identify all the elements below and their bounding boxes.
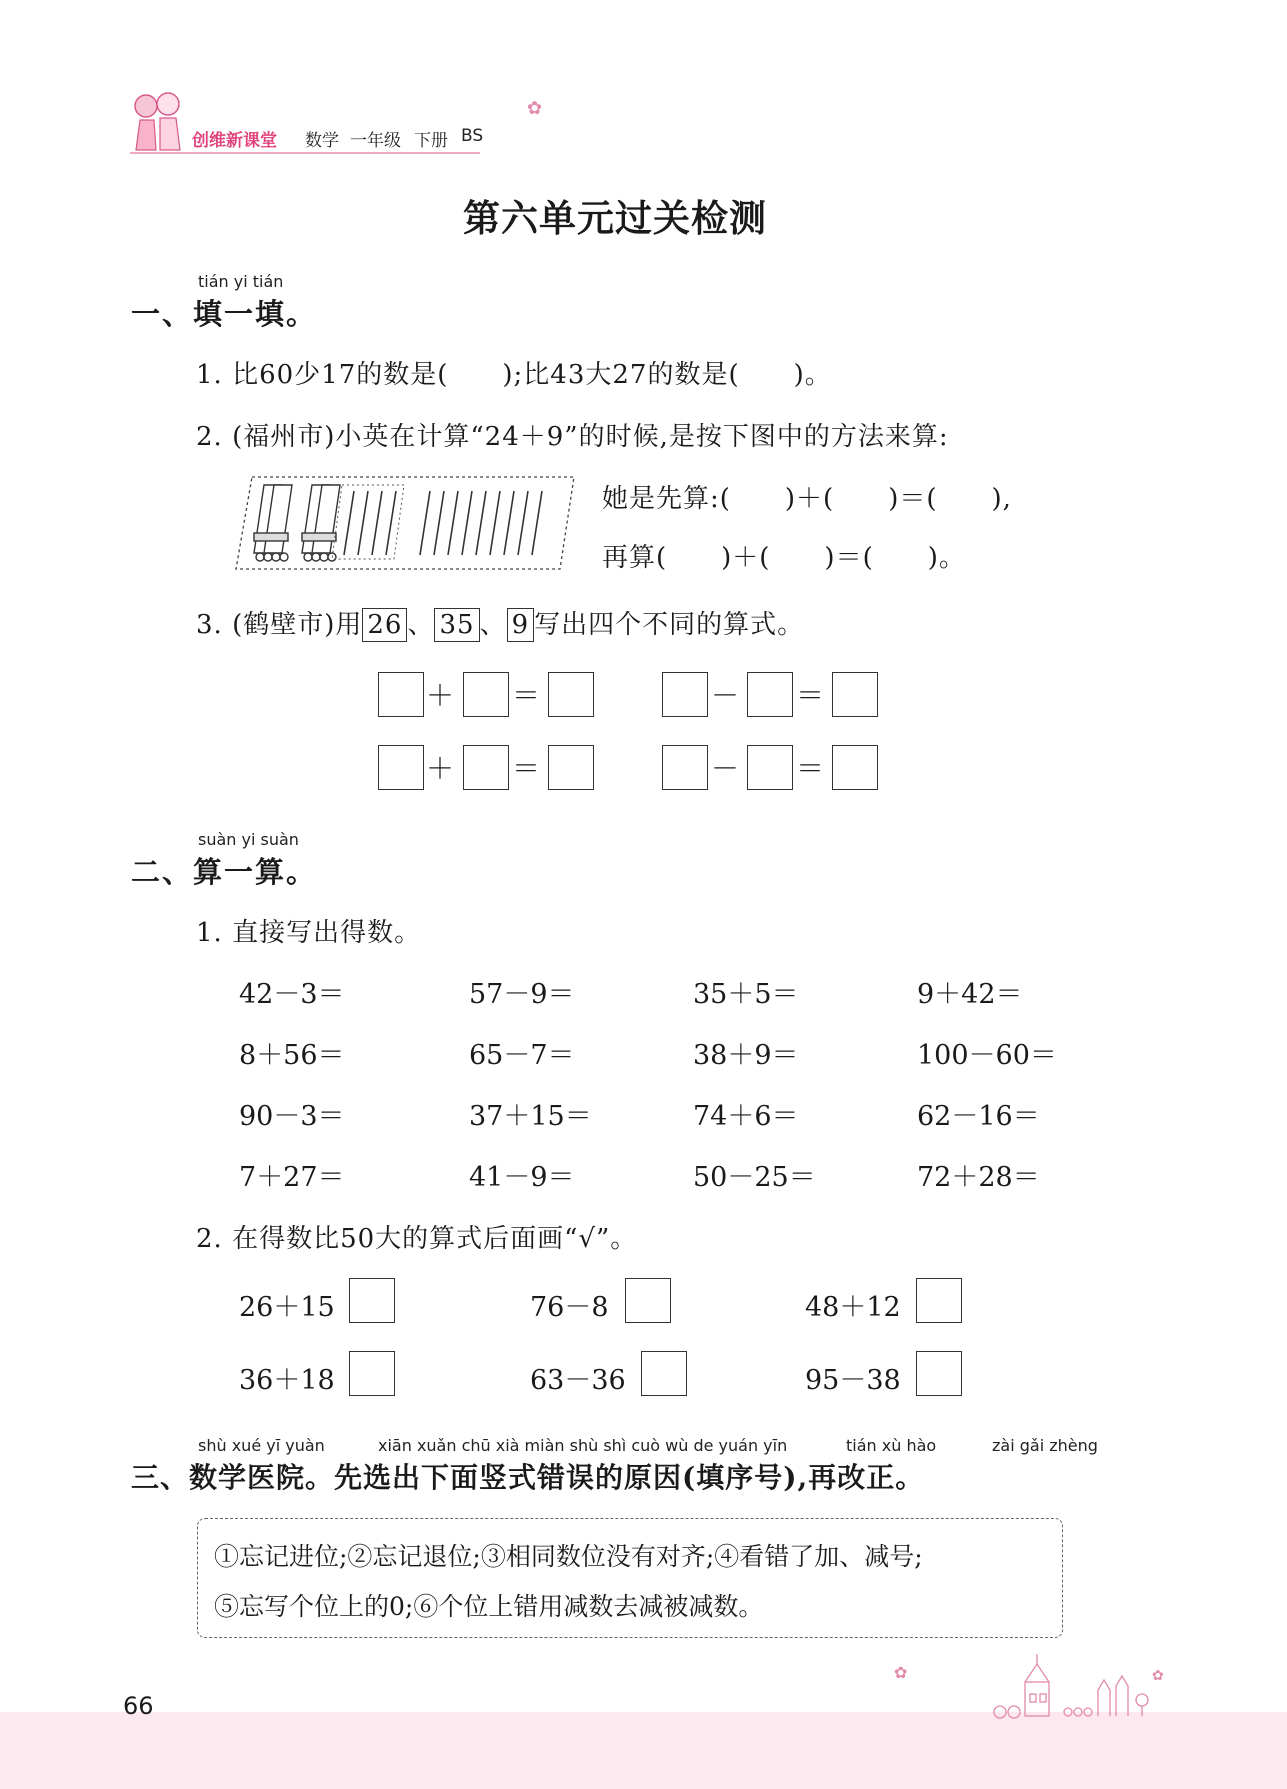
answer-box[interactable] — [463, 745, 509, 790]
calc-item: 74＋6＝ — [693, 1101, 799, 1132]
calc-item: 35＋5＝ — [693, 979, 799, 1010]
section2-pinyin: suàn yi suàn — [198, 830, 299, 849]
flower-icon: ✿ — [527, 98, 543, 119]
header-grade: 一年级 — [350, 131, 401, 151]
equals-sign: ＝ — [796, 752, 825, 785]
header-edition: BS — [461, 126, 484, 146]
calc-item: 38＋9＝ — [693, 1040, 799, 1071]
section1-pinyin: tián yi tián — [198, 272, 284, 291]
s1-question-2-line1: 她是先算:( )＋( )＝( ), — [602, 484, 1012, 514]
separator: 、 — [479, 610, 507, 640]
check-expression: 63－36 — [530, 1365, 626, 1396]
s1-question-2-intro: 2. (福州市)小英在计算“24＋9”的时候,是按下图中的方法来算: — [196, 422, 949, 452]
calc-item: 37＋15＝ — [469, 1101, 592, 1132]
check-expression: 95－38 — [805, 1365, 901, 1396]
header-illustration — [126, 88, 188, 154]
header-divider — [130, 152, 480, 154]
answer-box[interactable] — [548, 745, 594, 790]
calc-item: 72＋28＝ — [917, 1162, 1040, 1193]
equals-sign: ＝ — [796, 679, 825, 712]
section3-pinyin: shù xué yī yuàn — [198, 1436, 325, 1455]
calc-item: 50－25＝ — [693, 1162, 816, 1193]
header-subject: 数学 — [305, 131, 339, 151]
section2-title: 二、算一算。 — [131, 855, 318, 889]
calc-item: 65－7＝ — [469, 1040, 575, 1071]
page-title: 第六单元过关检测 — [463, 196, 767, 240]
check-box[interactable] — [641, 1351, 687, 1396]
section3-pinyin: xiān xuǎn chū xià miàn shù shì cuò wù de yuán yīn — [378, 1436, 788, 1455]
calc-item: 7＋27＝ — [239, 1162, 345, 1193]
section3-pinyin: zài gǎi zhèng — [992, 1436, 1098, 1455]
header-volume: 下册 — [414, 131, 448, 151]
s1-question-3 — [196, 604, 804, 642]
castle-decoration-icon — [880, 1650, 1170, 1720]
answer-box[interactable] — [378, 745, 424, 790]
s1-question-3-suffix: 写出四个不同的算式。 — [534, 610, 805, 640]
check-box[interactable] — [349, 1351, 395, 1396]
check-expression: 26＋15 — [239, 1292, 335, 1323]
calc-item: 57－9＝ — [469, 979, 575, 1010]
number-box-35: 35 — [434, 608, 479, 642]
calc-item: 41－9＝ — [469, 1162, 575, 1193]
check-expression: 48＋12 — [805, 1292, 901, 1323]
answer-box[interactable] — [747, 745, 793, 790]
check-box[interactable] — [349, 1278, 395, 1323]
number-box-9: 9 — [507, 608, 535, 642]
plus-sign: ＋ — [426, 752, 455, 785]
brand-name: 创维新课堂 — [192, 131, 277, 151]
s1-question-3-prefix: 3. (鹤壁市)用 — [196, 610, 363, 640]
calc-item: 100－60＝ — [917, 1040, 1057, 1071]
calc-item: 8＋56＝ — [239, 1040, 345, 1071]
check-box[interactable] — [916, 1278, 962, 1323]
check-expression: 76－8 — [530, 1292, 609, 1323]
minus-sign: － — [711, 752, 740, 785]
separator: 、 — [407, 610, 435, 640]
minus-sign: － — [711, 679, 740, 712]
answer-box[interactable] — [463, 672, 509, 717]
check-box[interactable] — [625, 1278, 671, 1323]
svg-text:✿: ✿ — [894, 1663, 908, 1682]
answer-box[interactable] — [378, 672, 424, 717]
equals-sign: ＝ — [512, 679, 541, 712]
error-reasons-box — [197, 1518, 1063, 1638]
reasons-line-2: ⑤忘写个位上的0;⑥个位上错用减数去减被减数。 — [214, 1592, 764, 1621]
s1-question-2-line2: 再算( )＋( )＝( )。 — [602, 543, 966, 573]
equals-sign: ＝ — [512, 752, 541, 785]
calc-item: 90－3＝ — [239, 1101, 345, 1132]
check-box[interactable] — [916, 1351, 962, 1396]
answer-box[interactable] — [832, 745, 878, 790]
answer-box[interactable] — [662, 672, 708, 717]
answer-box[interactable] — [747, 672, 793, 717]
svg-text:✿: ✿ — [1152, 1668, 1164, 1684]
answer-box[interactable] — [662, 745, 708, 790]
number-box-26: 26 — [362, 608, 407, 642]
check-expression: 36＋18 — [239, 1365, 335, 1396]
s2-question-1: 1. 直接写出得数。 — [196, 918, 422, 948]
answer-box[interactable] — [832, 672, 878, 717]
section3-title: 三、数学医院。先选出下面竖式错误的原因(填序号),再改正。 — [131, 1461, 925, 1494]
calc-item: 9＋42＝ — [917, 979, 1023, 1010]
section1-title: 一、填一填。 — [131, 297, 318, 331]
s2-question-2: 2. 在得数比50大的算式后面画“√”。 — [196, 1224, 638, 1254]
page-number: 66 — [123, 1692, 154, 1720]
s1-question-1: 1. 比60少17的数是( );比43大27的数是( )。 — [196, 360, 832, 390]
sticks-illustration — [234, 473, 580, 573]
section3-pinyin: tián xù hào — [846, 1436, 937, 1455]
footer-band — [0, 1712, 1287, 1789]
calc-item: 62－16＝ — [917, 1101, 1040, 1132]
reasons-line-1: ①忘记进位;②忘记退位;③相同数位没有对齐;④看错了加、减号; — [214, 1542, 923, 1571]
plus-sign: ＋ — [426, 679, 455, 712]
calc-item: 42－3＝ — [239, 979, 345, 1010]
answer-box[interactable] — [548, 672, 594, 717]
